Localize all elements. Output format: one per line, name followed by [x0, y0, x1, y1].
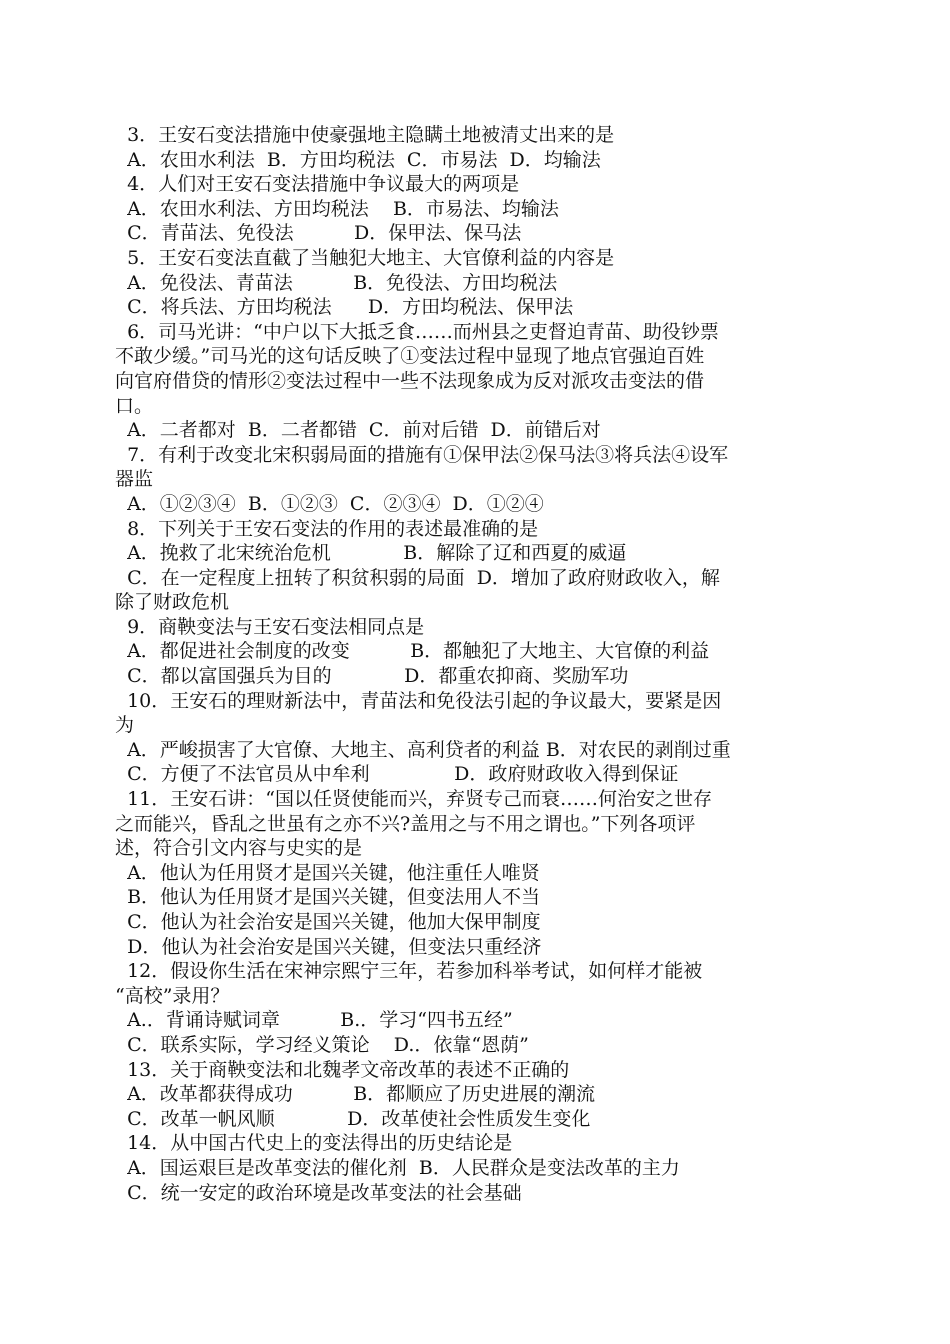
text-line: 器监	[115, 468, 154, 491]
text-line: A.．背诵诗赋词章 B.．学习“四书五经”	[115, 1009, 513, 1032]
text-line: 为	[115, 714, 135, 737]
text-line: 14．从中国古代史上的变法得出的历史结论是	[115, 1132, 513, 1155]
text-line: C．统一安定的政治环境是改革变法的社会基础	[115, 1181, 522, 1204]
text-line: 4．人们对王安石变法措施中争议最大的两项是	[115, 173, 520, 196]
text-line: 3．王安石变法措施中使豪强地主隐瞒土地被清丈出来的是	[115, 124, 615, 146]
text-line: C．联系实际，学习经义策论 D.．依靠“恩荫”	[115, 1033, 529, 1056]
text-line: A．挽救了北宋统治危机 B．解除了辽和西夏的威逼	[115, 542, 627, 565]
text-line: “高校”录用？	[115, 984, 230, 1007]
text-line: 12．假设你生活在宋神宗熙宁三年，若参加科举考试，如何样才能被	[115, 960, 703, 983]
question-text-block	[115, 123, 837, 1205]
text-line: 述，符合引文内容与史实的是	[115, 837, 363, 860]
text-line: 6．司马光讲：“中户以下大抵乏食……而州县之吏督迫青苗、助役钞票	[115, 320, 719, 343]
text-line: 5．王安石变法直截了当触犯大地主、大官僚利益的内容是	[115, 246, 615, 269]
text-line: C．将兵法、方田均税法 D．方田均税法、保甲法	[115, 296, 574, 319]
text-line: 不敢少缓。”司马光的这句话反映了①变法过程中显现了地点官强迫百姓	[115, 345, 705, 368]
text-line: A．农田水利法 B．方田均税法 C．市易法 D．均输法	[115, 148, 601, 171]
text-line: A．改革都获得成功 B．都顺应了历史进展的潮流	[115, 1083, 596, 1106]
text-line: A．国运艰巨是改革变法的催化剂 B．人民群众是变法改革的主力	[115, 1156, 680, 1179]
text-line: C．改革一帆风顺 D．改革使社会性质发生变化	[115, 1107, 591, 1130]
text-line: 13．关于商鞅变法和北魏孝文帝改革的表述不正确的	[115, 1058, 570, 1081]
text-line: 11．王安石讲：“国以任贤使能而兴，弃贤专己而衰……何治安之世存	[115, 788, 712, 811]
text-line: C．在一定程度上扭转了积贫积弱的局面 D．增加了政府财政收入，解	[115, 566, 720, 589]
text-line: C．都以富国强兵为目的 D．都重农抑商、奖励军功	[115, 665, 629, 688]
text-line: C．他认为社会治安是国兴关键，他加大保甲制度	[115, 911, 541, 933]
text-line: A．严峻损害了大官僚、大地主、高利贷者的利益 B．对农民的剥削过重	[115, 738, 731, 761]
text-line: 8．下列关于王安石变法的作用的表述最准确的是	[115, 517, 539, 540]
text-line: C．方便了不法官员从中牟利 D．政府财政收入得到保证	[115, 763, 679, 786]
text-line: A．免役法、青苗法 B．免役法、方田均税法	[115, 271, 558, 294]
text-line: A．他认为任用贤才是国兴关键，他注重任人唯贤	[115, 861, 540, 884]
text-line: D．他认为社会治安是国兴关键，但变法只重经济	[115, 935, 542, 958]
text-line: 除了财政危机	[115, 591, 230, 614]
text-line: 10．王安石的理财新法中，青苗法和免役法引起的争议最大，要紧是因	[115, 689, 722, 712]
text-line: A．都促进社会制度的改变 B．都触犯了大地主、大官僚的利益	[115, 640, 710, 663]
text-line: 7．有利于改变北宋积弱局面的措施有①保甲法②保马法③将兵法④设军	[115, 443, 729, 466]
text-line: 口。	[115, 394, 154, 417]
text-line: 之而能兴，昏乱之世虽有之亦不兴?盖用之与不用之谓也。”下列各项评	[115, 812, 696, 835]
text-line: A．二者都对 B．二者都错 C．前对后错 D．前错后对	[115, 419, 601, 442]
text-line: 9．商鞅变法与王安石变法相同点是	[115, 615, 425, 638]
text-line: B．他认为任用贤才是国兴关键，但变法用人不当	[115, 886, 541, 909]
text-line: C．青苗法、免役法 D．保甲法、保马法	[115, 222, 522, 245]
text-line: 向官府借贷的情形②变法过程中一些不法现象成为反对派攻击变法的借	[115, 369, 705, 392]
text-line: A．①②③④ B．①②③ C．②③④ D．①②④	[115, 492, 544, 515]
text-line: A．农田水利法、方田均税法 B．市易法、均输法	[115, 197, 559, 220]
